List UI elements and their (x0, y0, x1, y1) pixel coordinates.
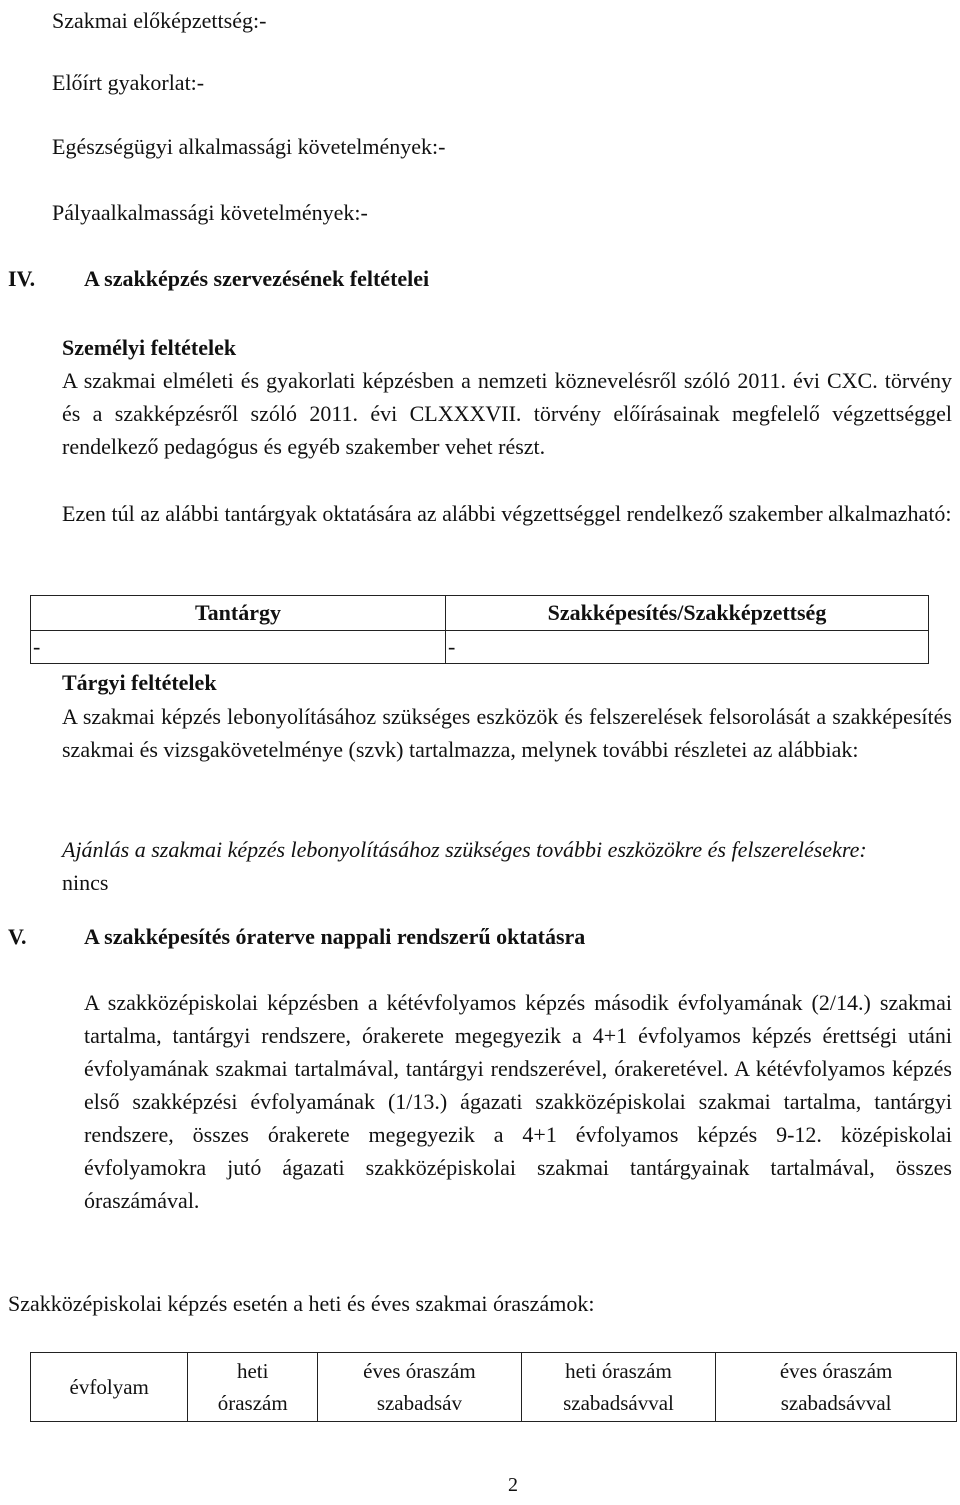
section-4-number: IV. (8, 266, 36, 291)
health-requirements-line: Egészségügyi alkalmassági követelmények:- (52, 134, 446, 159)
practice-line: Előírt gyakorlat:- (52, 70, 205, 95)
personal-conditions-text: A szakmai elméleti és gyakorlati képzésben a nemzeti köznevelésről szóló 2011. évi CXC. törvény és a szakképzésről szóló 2011. évi CLXXXVII. törvény előírásainak megfelelő végzettséggel rendelkező pedagógus és egyéb szakember vehet részt. (62, 368, 952, 459)
material-conditions-heading: Tárgyi feltételek (62, 670, 217, 695)
hours-header-yearly-with-free (716, 1353, 957, 1422)
page-number: 2 (508, 1474, 518, 1496)
section-5-number: V. (8, 924, 27, 949)
prerequisite-line: Szakmai előképzettség:- (52, 8, 267, 33)
hours-intro: Szakközépiskolai képzés esetén a heti és éves szakmai óraszámok: (8, 1291, 595, 1316)
table-cell: - (446, 631, 929, 664)
career-requirements-line: Pályaalkalmassági követelmények:- (52, 200, 368, 225)
hours-header-text: heti (236, 1359, 269, 1383)
hours-header-text: szabadsáv (376, 1391, 462, 1415)
hours-header-text: heti óraszám (565, 1359, 672, 1383)
hours-header-text: éves óraszám (779, 1359, 893, 1383)
recommendation-value: nincs (62, 870, 109, 895)
section-4-title: A szakképzés szervezésének feltételei (84, 266, 430, 291)
hours-header-text: szabadsávval (780, 1391, 892, 1415)
table-header-qualification: Szakképesítés/Szakképzettség (446, 596, 929, 631)
hours-header-text: éves óraszám (363, 1359, 476, 1383)
extra-staff-text: Ezen túl az alábbi tantárgyak oktatására az alábbi végzettséggel rendelkező szakember alkalmazható: (62, 501, 952, 526)
table-header-subject: Tantárgy (31, 596, 446, 631)
hours-header-weekly-with-free (521, 1353, 715, 1422)
material-conditions-text: A szakmai képzés lebonyolításához szükséges eszközök és felszerelések felsorolását a szakképesítés szakmai és vizsgakövetelménye (szvk) tartalmazza, melynek további részletei az alábbiak: (62, 704, 952, 762)
table-cell: - (31, 631, 446, 664)
hours-header-grade (31, 1353, 188, 1422)
hours-table (30, 1352, 957, 1422)
subjects-qualifications-table (30, 595, 929, 664)
hours-header-yearly-free (318, 1353, 522, 1422)
hours-header-weekly (188, 1353, 318, 1422)
hours-header-text: évfolyam (69, 1375, 149, 1399)
personal-conditions-heading: Személyi feltételek (62, 335, 237, 360)
section-5-title: A szakképesítés óraterve nappali rendszerű oktatásra (84, 924, 586, 949)
hours-header-text: szabadsávval (563, 1391, 674, 1415)
recommendation-label: Ajánlás a szakmai képzés lebonyolításához szükséges további eszközökre és felszerelésekre: (62, 837, 867, 862)
hours-header-text: óraszám (217, 1391, 288, 1415)
section-5-text: A szakközépiskolai képzésben a kétévfolyamos képzés második évfolyamának (2/14.) szakmai tartalma, tantárgyi rendszere, órakerete megegyezik a 4+1 évfolyamos képzés érettségi utáni évfolyamának szakmai tartalmával, tantárgyi rendszerével, órakeretével. A kétévfolyamos képzés első szakképzési évfolyamának (1/13.) ágazati szakközépiskolai szakmai tartalma, tantárgyi rendszere, összes órakerete megegyezik a 4+1 évfolyamos képzés 9-12. középiskolai évfolyamokra jutó ágazati szakközépiskolai szakmai tantárgyainak tartalmával, összes óraszámával. (84, 990, 952, 1213)
